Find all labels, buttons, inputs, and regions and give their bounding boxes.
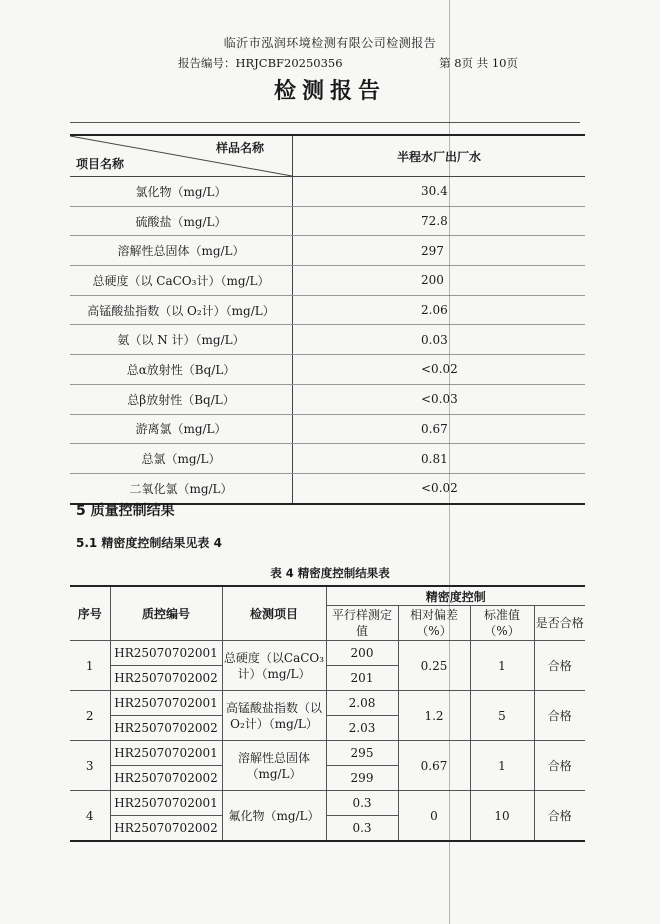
table-row <box>70 641 585 666</box>
item-cell: 溶解性总固体（mg/L） <box>70 236 293 266</box>
rel-dev-cell: 1.2 <box>398 691 470 741</box>
qc-code-cell: HR25070702002 <box>110 666 222 691</box>
seq-cell: 3 <box>70 741 110 791</box>
qc-code-cell: HR25070702001 <box>110 691 222 716</box>
results-table <box>70 134 585 505</box>
parallel-value-cell: 0.3 <box>326 791 398 816</box>
table-row <box>70 236 585 266</box>
value-cell: 0.81 <box>293 444 586 474</box>
precision-table <box>70 585 585 842</box>
rel-dev-cell: 0.67 <box>398 741 470 791</box>
precision-header-row-1 <box>70 586 585 606</box>
value-cell: <0.02 <box>293 473 586 503</box>
qc-code-cell: HR25070702001 <box>110 791 222 816</box>
table-row <box>70 177 585 207</box>
pass-header: 是否合格 <box>534 606 585 641</box>
title-divider <box>70 122 580 123</box>
table-row <box>70 355 585 385</box>
parallel-value-cell: 2.08 <box>326 691 398 716</box>
std-cell: 1 <box>470 641 534 691</box>
report-number: 报告编号：HRJCBF20250356 <box>178 56 343 70</box>
item-cell: 总α放射性（Bq/L） <box>70 355 293 385</box>
table-row <box>70 325 585 355</box>
pass-cell: 合格 <box>534 791 585 842</box>
qc-code-cell: HR25070702002 <box>110 766 222 791</box>
parallel-value-cell: 201 <box>326 666 398 691</box>
page-indicator: 第 8页 共 10页 <box>439 56 518 70</box>
item-header: 检测项目 <box>222 586 326 641</box>
parallel-value-cell: 0.3 <box>326 816 398 842</box>
value-cell: 297 <box>293 236 586 266</box>
item-cell: 总硬度（以 CaCO₃计）（mg/L） <box>70 266 293 296</box>
value-cell: 2.06 <box>293 295 586 325</box>
table-row <box>70 691 585 716</box>
item-cell: 高锰酸盐指数（以 O₂计）（mg/L） <box>70 295 293 325</box>
table4-caption: 表 4 精密度控制结果表 <box>270 566 390 580</box>
table-row <box>70 206 585 236</box>
item-cell: 氟化物（mg/L） <box>222 791 326 842</box>
scan-fold-line <box>449 0 450 924</box>
table-row <box>70 741 585 766</box>
qc-code-cell: HR25070702002 <box>110 816 222 842</box>
table-row <box>70 791 585 816</box>
item-cell: 二氧化氯（mg/L） <box>70 473 293 503</box>
seq-cell: 1 <box>70 641 110 691</box>
item-cell: 总硬度（以CaCO₃计）（mg/L） <box>222 641 326 691</box>
results-header-row <box>70 135 585 177</box>
qc-code-cell: HR25070702001 <box>110 641 222 666</box>
qc-code-cell: HR25070702002 <box>110 716 222 741</box>
item-cell: 总氯（mg/L） <box>70 444 293 474</box>
page-title: 检测报告 <box>273 79 386 104</box>
sample-name-header: 半程水厂出厂水 <box>293 135 586 177</box>
value-cell: 72.8 <box>293 206 586 236</box>
item-cell: 氯化物（mg/L） <box>70 177 293 207</box>
qc-code-cell: HR25070702001 <box>110 741 222 766</box>
item-cell: 硫酸盐（mg/L） <box>70 206 293 236</box>
item-cell: 氨（以 N 计）（mg/L） <box>70 325 293 355</box>
value-cell: 30.4 <box>293 177 586 207</box>
pass-cell: 合格 <box>534 641 585 691</box>
std-cell: 5 <box>470 691 534 741</box>
table-row <box>70 266 585 296</box>
std-header: 标准值（%） <box>470 606 534 641</box>
item-name-label: 项目名称 <box>76 157 125 171</box>
table-row <box>70 414 585 444</box>
precision-header: 精密度控制 <box>326 586 585 606</box>
diagonal-header-cell <box>70 135 293 177</box>
rel-dev-cell: 0 <box>398 791 470 842</box>
item-cell: 溶解性总固体（mg/L） <box>222 741 326 791</box>
value-cell: 0.03 <box>293 325 586 355</box>
std-cell: 1 <box>470 741 534 791</box>
section-heading-5: 5 质量控制结果 <box>76 503 175 519</box>
pass-cell: 合格 <box>534 741 585 791</box>
seq-cell: 2 <box>70 691 110 741</box>
item-cell: 游离氯（mg/L） <box>70 414 293 444</box>
company-header: 临沂市泓润环境检测有限公司检测报告 <box>223 36 437 50</box>
std-cell: 10 <box>470 791 534 842</box>
value-cell: 0.67 <box>293 414 586 444</box>
parallel-value-cell: 295 <box>326 741 398 766</box>
parallel-header: 平行样测定值 <box>326 606 398 641</box>
value-cell: <0.02 <box>293 355 586 385</box>
value-cell: 200 <box>293 266 586 296</box>
value-cell: <0.03 <box>293 384 586 414</box>
rel-dev-cell: 0.25 <box>398 641 470 691</box>
parallel-value-cell: 299 <box>326 766 398 791</box>
qc-no-header: 质控编号 <box>110 586 222 641</box>
pass-cell: 合格 <box>534 691 585 741</box>
sample-name-label: 样品名称 <box>215 141 264 155</box>
table-row <box>70 295 585 325</box>
seq-cell: 4 <box>70 791 110 842</box>
item-cell: 总β放射性（Bq/L） <box>70 384 293 414</box>
rel-dev-header: 相对偏差（%） <box>398 606 470 641</box>
table-row <box>70 384 585 414</box>
table-row <box>70 444 585 474</box>
seq-header: 序号 <box>70 586 110 641</box>
section-heading-5-1: 5.1 精密度控制结果见表 4 <box>76 536 222 550</box>
item-cell: 高锰酸盐指数（以 O₂计）（mg/L） <box>222 691 326 741</box>
parallel-value-cell: 2.03 <box>326 716 398 741</box>
parallel-value-cell: 200 <box>326 641 398 666</box>
